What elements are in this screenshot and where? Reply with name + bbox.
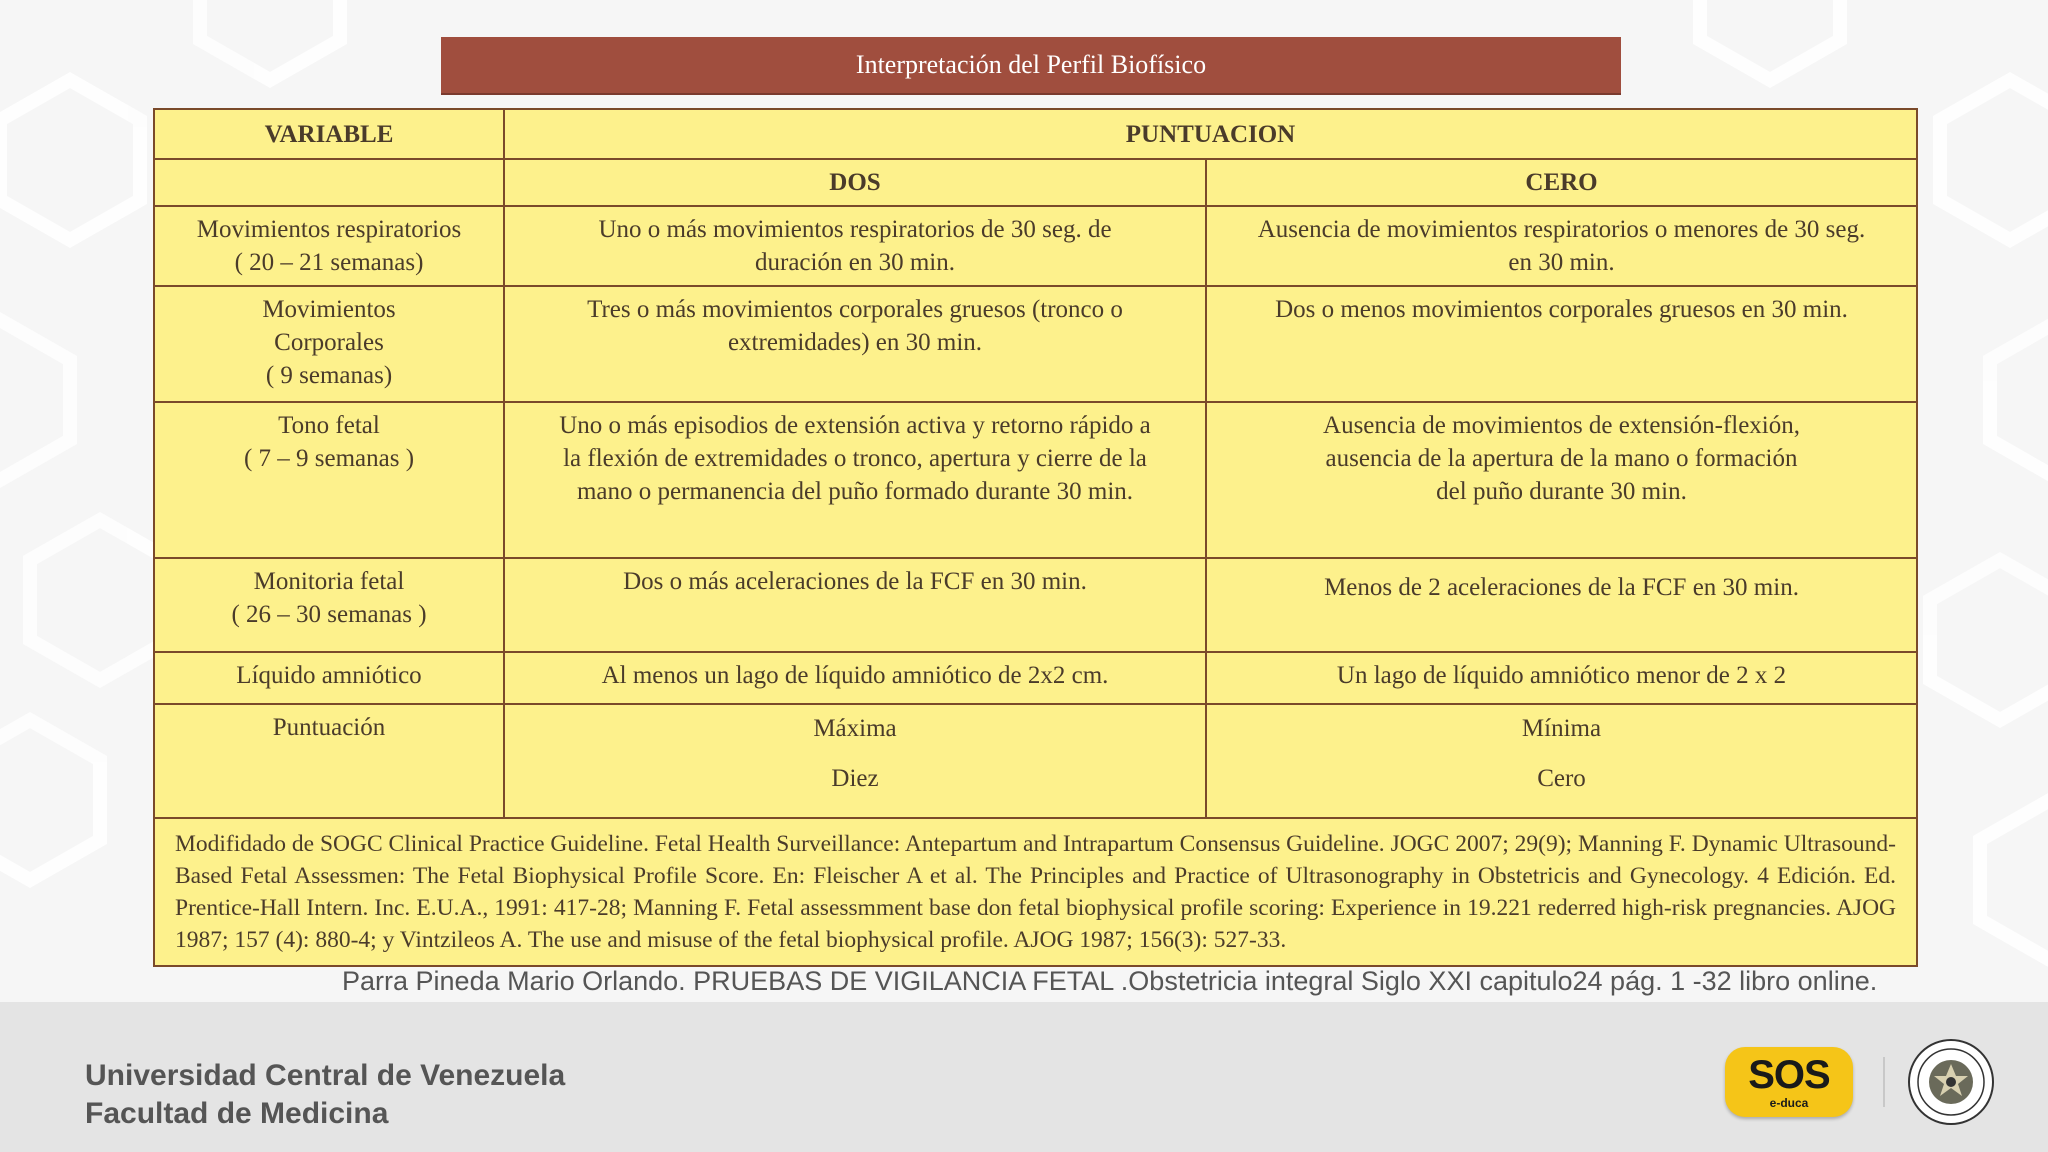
sos-educa-logo [1725,1047,1853,1117]
faculty-name: Facultad de Medicina [85,1097,389,1130]
logo-sub-text: e-duca [1769,1096,1809,1110]
reference-text: Modifidado de SOGC Clinical Practice Guideline. Fetal Health Surveillance: Antepartum and Intrapartum Consensus Guideline. JOGC 2007; 29(9); Manning F. Dynamic Ultrasound-Based Fetal Assessmen: The Fetal Biophysical Profile Score. En: Fleischer A et al. The Principles and Practice of Ultrasonography in Obstetricis and Gynecology. 4 Edición. Ed. Prentice-Hall Intern. Inc. E.U.A., 1991: 417-28; Manning F. Fetal assessmment base don fetal biophysical profile scoring: Experience in 19.221 rederred high-risk pregnancies. AJOG 1987; 157 (4): 880-4; y Vintzileos A. The use and misuse of the fetal biophysical profile. AJOG 1987; 156(3): 527-33. [154,818,1917,966]
institution-block [85,1057,565,1133]
cell-score-cero [1206,704,1917,818]
table-row [154,206,1917,286]
footer [0,1002,2048,1152]
cell-score-dos [504,704,1206,818]
cell-dos: Al menos un lago de líquido amniótico de 2x2 cm. [504,652,1206,704]
table-row [154,402,1917,558]
cell-variable: Movimientos Corporales ( 9 semanas) [154,286,504,402]
score-min-label: Mínima [1521,715,1602,742]
slide-title: Interpretación del Perfil Biofísico [441,37,1621,95]
source-citation: Parra Pineda Mario Orlando. PRUEBAS DE VIGILANCIA FETAL .Obstetricia integral Siglo XXI capitulo24 pág. 1 -32 libro online. [342,966,1878,996]
university-seal-icon [1907,1038,1995,1126]
cell-variable: Movimientos respiratorios ( 20 – 21 semanas) [154,206,504,286]
cell-cero: Menos de 2 aceleraciones de la FCF en 30 min. [1206,558,1917,652]
header-puntuacion: PUNTUACION [504,109,1917,159]
cell-dos: Uno o más movimientos respiratorios de 30 seg. de duración en 30 min. [504,206,1206,286]
cell-variable: Líquido amniótico [154,652,504,704]
cell-cero: Ausencia de movimientos respiratorios o menores de 30 seg. en 30 min. [1206,206,1917,286]
table-row [154,558,1917,652]
score-min-value: Cero [1537,765,1586,792]
header-empty-cell [154,159,504,206]
cell-cero: Dos o menos movimientos corporales gruesos en 30 min. [1206,286,1917,402]
cell-cero: Ausencia de movimientos de extensión-flexión, ausencia de la apertura de la mano o formación del puño durante 30 min. [1206,402,1917,558]
cell-dos: Dos o más aceleraciones de la FCF en 30 min. [504,558,1206,652]
header-cero: CERO [1206,159,1917,206]
university-name: Universidad Central de Venezuela [85,1059,566,1092]
table-row [154,652,1917,704]
score-max-label: Máxima [813,715,897,742]
cell-dos: Uno o más episodios de extensión activa y retorno rápido a la flexión de extremidades o tronco, apertura y cierre de la mano o permanencia del puño formado durante 30 min. [504,402,1206,558]
header-dos: DOS [504,159,1206,206]
table-row [154,286,1917,402]
cell-variable: Monitoria fetal ( 26 – 30 semanas ) [154,558,504,652]
footer-divider [1883,1057,1885,1107]
score-row [154,704,1917,818]
cell-dos: Tres o más movimientos corporales gruesos (tronco o extremidades) en 30 min. [504,286,1206,402]
header-variable: VARIABLE [154,109,504,159]
cell-variable: Tono fetal ( 7 – 9 semanas ) [154,402,504,558]
biophysical-profile-table [153,108,1918,967]
score-max-value: Diez [831,765,879,792]
cell-score-label: Puntuación [154,704,504,818]
cell-cero: Un lago de líquido amniótico menor de 2 x 2 [1206,652,1917,704]
logo-main-text: SOS [1748,1053,1830,1097]
